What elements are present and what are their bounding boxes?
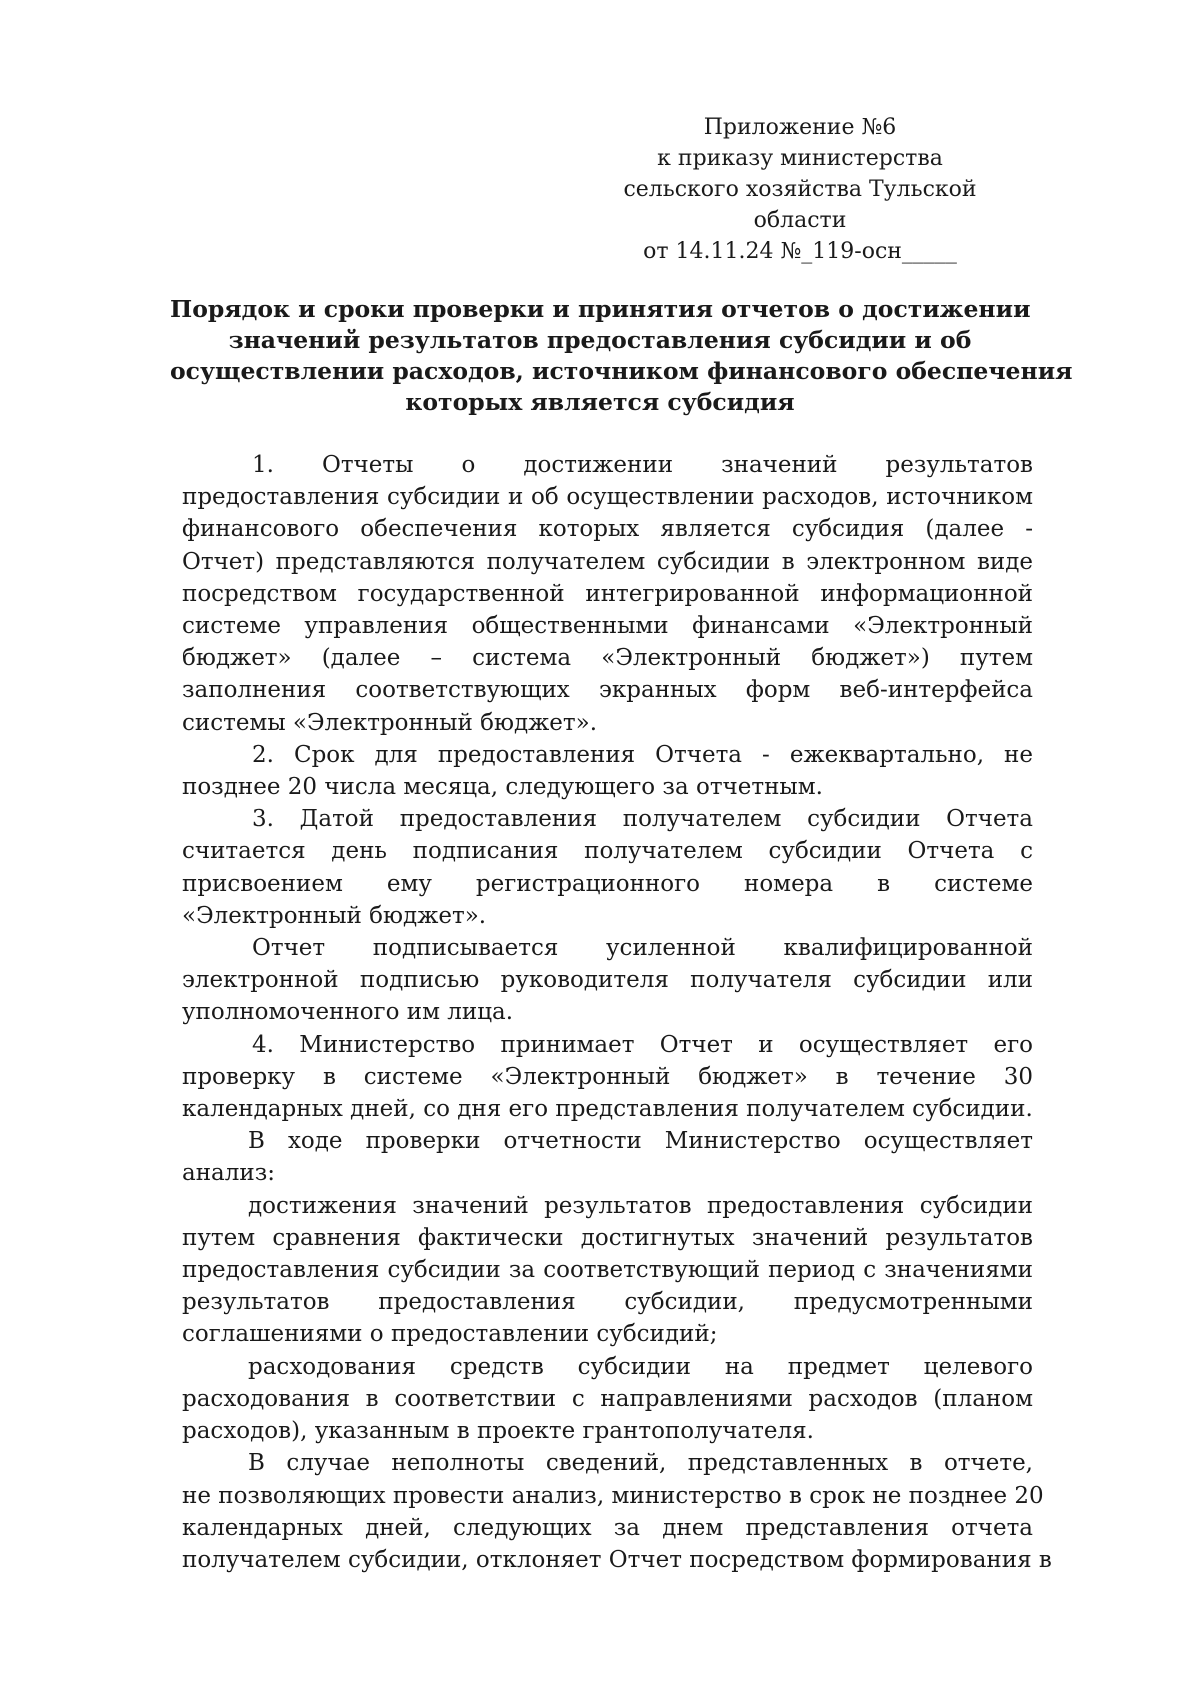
paragraph-4: 4. Министерство принимает Отчет и осуществляет его проверку в системе «Электронный бюджет» в течение 30 календарных дней, со дня его представления получателем субсидии. <box>182 1031 1033 1123</box>
paragraph-2: 2. Срок для предоставления Отчета - ежеквартально, не позднее 20 числа месяца, следующего за отчетным. <box>182 741 1033 801</box>
paragraph-3-signature: Отчет подписывается усиленной квалифицированной электронной подписью руководителя получателя субсидии или уполномоченного им лица. <box>182 935 1033 1026</box>
paragraph-incomplete-info <box>182 1447 1052 1576</box>
paragraph-line: получателем субсидии, отклоняет Отчет посредством формирования в <box>182 1546 1052 1573</box>
paragraph-3: 3. Датой предоставления получателем субсидии Отчета считается день подписания получателем субсидии Отчета с присвоением ему регистрационного номера в системе «Электронный бюджет». <box>182 806 1033 929</box>
paragraph-line: не позволяющих провести анализ, министерство в срок не позднее 20 <box>182 1482 1044 1509</box>
paragraph-1: 1. Отчеты о достижении значений результатов предоставления субсидии и об осуществлении расходов, источником финансового обеспечения которых является субсидия (далее - Отчет) представляются получателем субсидии в электронном виде посредством государственной интегрированной информационной системе управления общественными финансами «Электронный бюджет» (далее – система «Электронный бюджет») путем заполнения соответствующих экранных форм веб-интерфейса системы «Электронный бюджет». <box>182 452 1033 736</box>
appendix-ref-line: к приказу министерства <box>657 146 943 171</box>
appendix-header <box>600 112 1000 267</box>
document-title <box>170 294 1073 418</box>
paragraph-line: В случае неполноты сведений, представленных в отчете, <box>248 1450 1033 1477</box>
title-line: значений результатов предоставления субсидии и об <box>228 326 972 354</box>
title-line: осуществлении расходов, источником финансового обеспечения <box>170 357 1073 385</box>
title-line: Порядок и сроки проверки и принятия отчетов о достижении <box>170 295 1031 323</box>
appendix-number: Приложение №6 <box>703 115 897 140</box>
appendix-region-line: области <box>753 208 847 233</box>
paragraph-analysis-spending: расходования средств субсидии на предмет целевого расходования в соответствии с направлениями расходов (планом расходов), указанным в проекте грантополучателя. <box>182 1353 1033 1445</box>
appendix-ministry-line: сельского хозяйства Тульской <box>623 177 977 202</box>
paragraph-analysis-intro: В ходе проверки отчетности Министерство осуществляет анализ: <box>182 1128 1033 1187</box>
paragraph-analysis-results: достижения значений результатов предоставления субсидии путем сравнения фактически достигнутых значений результатов предоставления субсидии за соответствующий период с значениями результатов предоставления субсидии, предусмотренными соглашениями о предоставлении субсидий; <box>182 1192 1033 1348</box>
appendix-date-number: от 14.11.24 №_119-осн_____ <box>643 239 957 264</box>
title-line: которых является субсидия <box>405 388 795 416</box>
document-body <box>182 449 1052 1576</box>
paragraph-line: календарных дней, следующих за днем представления отчета <box>182 1514 1033 1541</box>
